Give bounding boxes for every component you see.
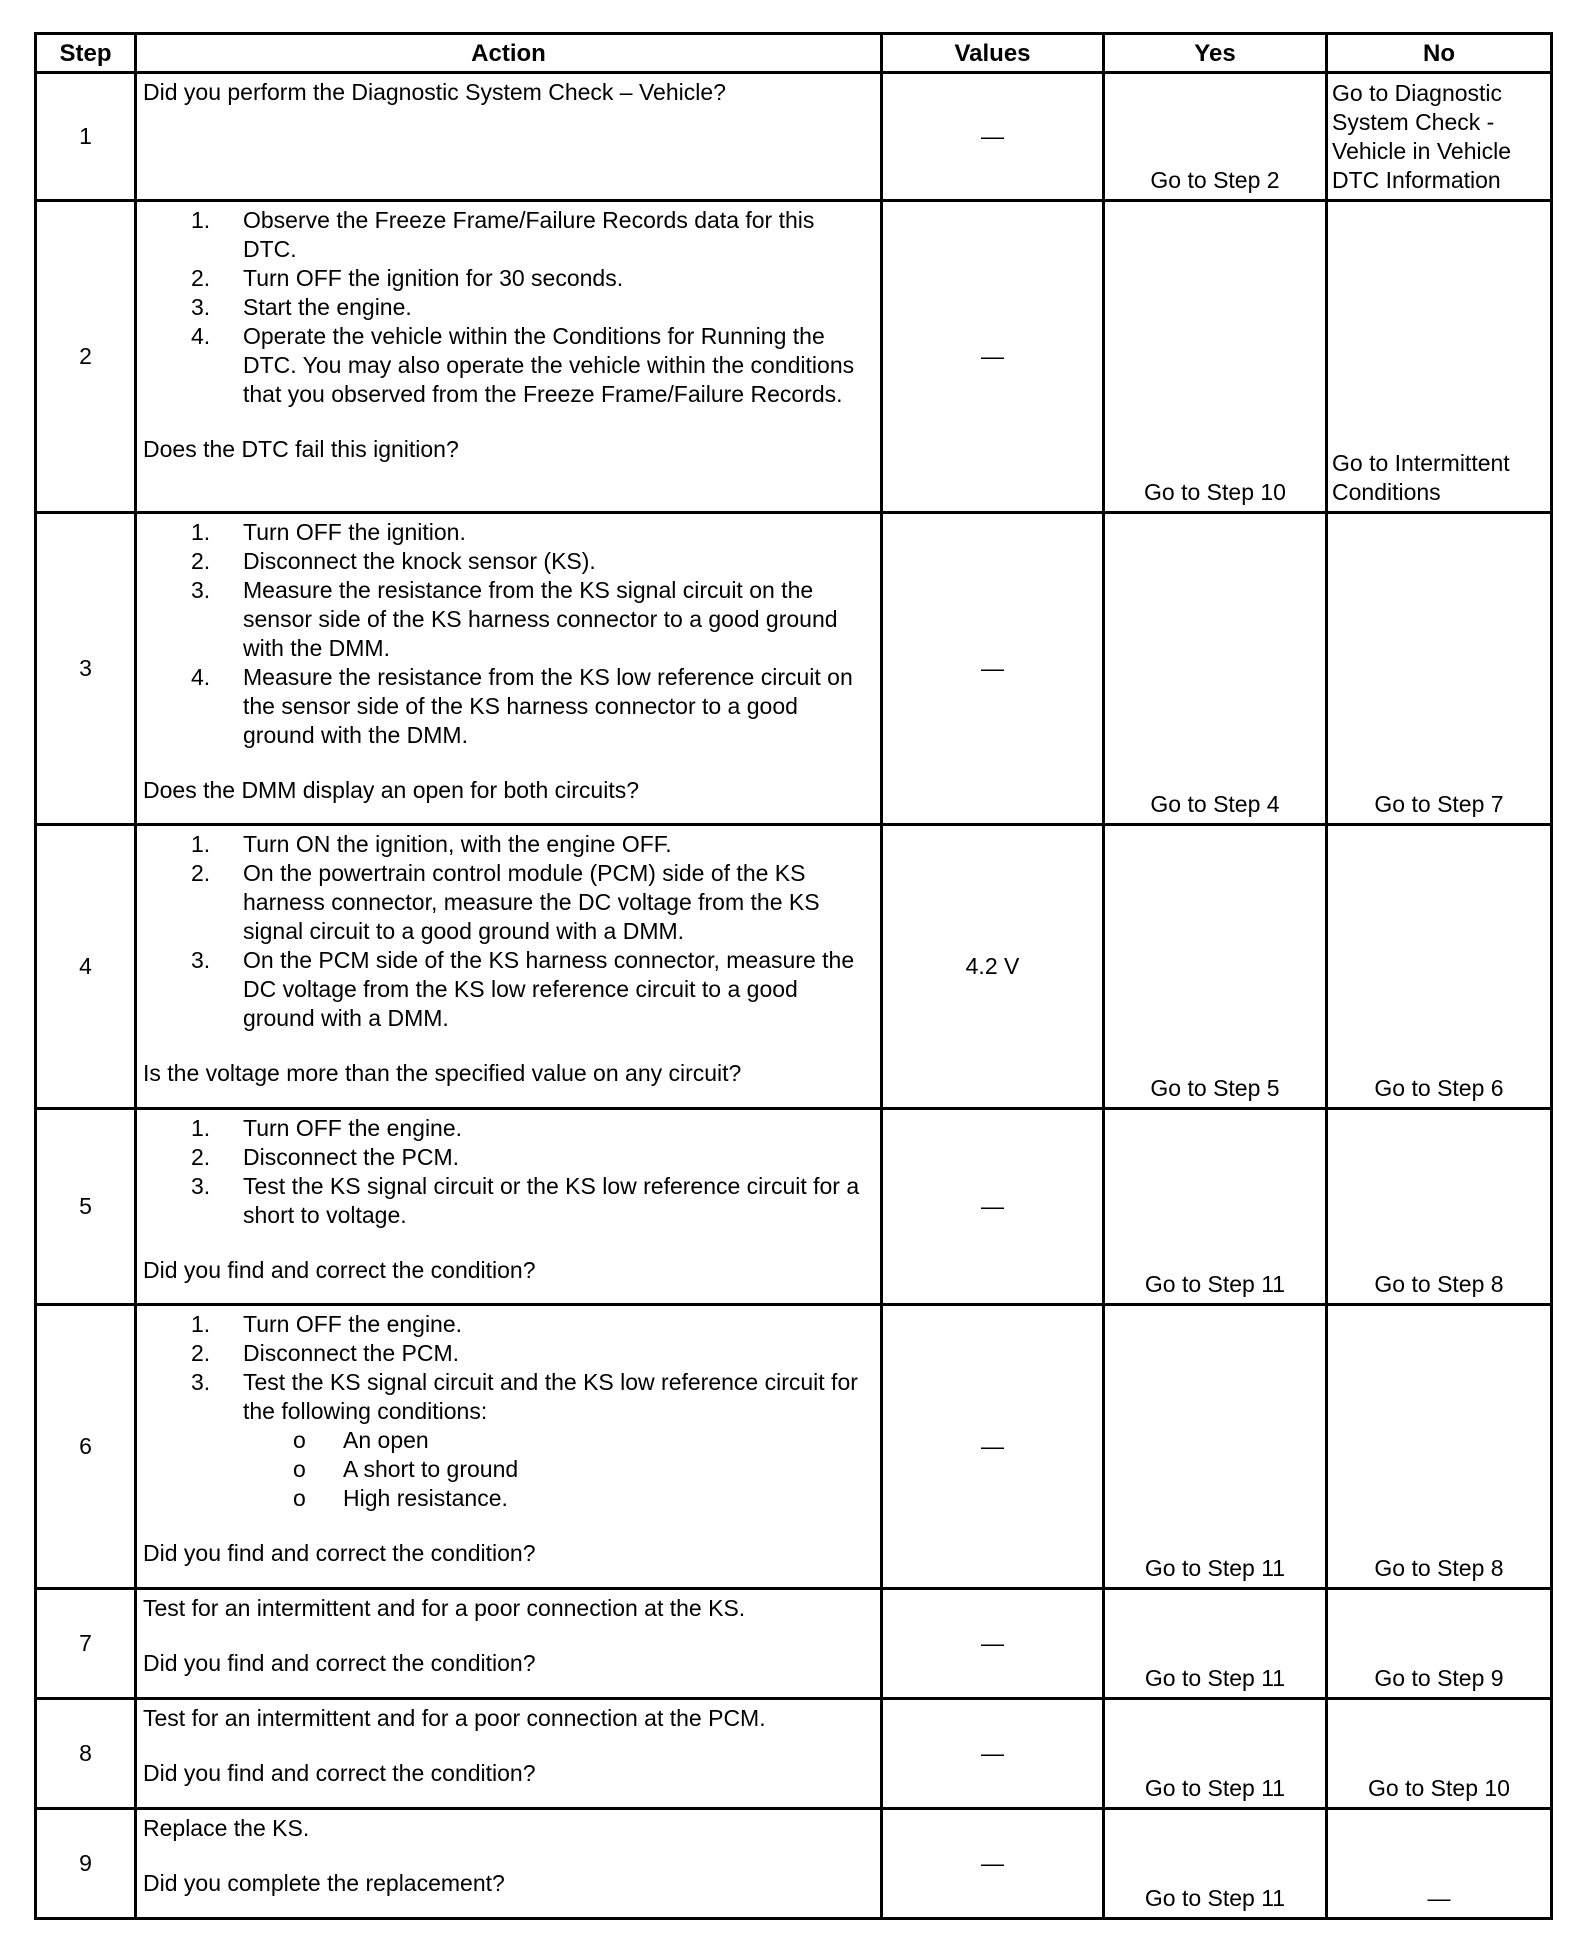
condition-text: High resistance. <box>343 1485 508 1511</box>
step-number: 2 <box>36 201 136 513</box>
action-question: Did you complete the replacement? <box>143 1870 505 1896</box>
value-cell: 4.2 V <box>882 825 1104 1109</box>
table-row <box>36 513 1552 825</box>
value-cell: — <box>882 513 1104 825</box>
action-question: Did you find and correct the condition? <box>143 1257 536 1283</box>
action-intro: Test for an intermittent and for a poor connection at the PCM. <box>143 1705 766 1731</box>
action-cell <box>136 1809 882 1919</box>
action-step <box>191 264 874 293</box>
no-cell: Go to Diagnostic System Check - Vehicle in Vehicle DTC Information <box>1327 73 1552 201</box>
step-text: Disconnect the PCM. <box>243 1340 460 1366</box>
step-number: 1 <box>36 73 136 201</box>
condition-text: A short to ground <box>343 1456 519 1482</box>
bullet-marker: o <box>293 1485 306 1511</box>
action-cell <box>136 825 882 1109</box>
step-text: Measure the resistance from the KS low reference circuit on the sensor side of the KS harness connector to a good ground with the DMM. <box>243 664 853 748</box>
step-index: 1. <box>191 1311 211 1337</box>
step-text: Disconnect the knock sensor (KS). <box>243 548 596 574</box>
header-row <box>36 34 1552 73</box>
step-index: 3. <box>191 1369 211 1395</box>
step-text: Operate the vehicle within the Conditions for Running the DTC. You may also operate the vehicle within the conditions that you observed from the Freeze Frame/Failure Records. <box>243 323 855 407</box>
yes-cell: Go to Step 5 <box>1104 825 1327 1109</box>
step-text: On the PCM side of the KS harness connector, measure the DC voltage from the KS low reference circuit to a good ground with a DMM. <box>243 947 855 1031</box>
action-question: Does the DTC fail this ignition? <box>143 436 459 462</box>
action-step <box>191 663 874 750</box>
action-step <box>191 293 874 322</box>
diagnostic-table <box>34 32 1553 1920</box>
action-step <box>191 1143 874 1172</box>
table-row <box>36 73 1552 201</box>
step-number: 7 <box>36 1589 136 1699</box>
header-step: Step <box>36 34 136 73</box>
step-text: Measure the resistance from the KS signal circuit on the sensor side of the KS harness connector to a good ground with the DMM. <box>243 577 838 661</box>
step-text: Turn OFF the engine. <box>243 1311 463 1337</box>
value-cell: — <box>882 1809 1104 1919</box>
step-number: 4 <box>36 825 136 1109</box>
action-step <box>191 322 874 409</box>
step-text: Start the engine. <box>243 294 412 320</box>
action-question: Does the DMM display an open for both circuits? <box>143 777 640 803</box>
table-row <box>36 1809 1552 1919</box>
action-step <box>191 830 874 859</box>
table-row <box>36 825 1552 1109</box>
step-text: Turn OFF the ignition for 30 seconds. <box>243 265 624 291</box>
value-cell: — <box>882 201 1104 513</box>
value-cell: — <box>882 1589 1104 1699</box>
step-number: 9 <box>36 1809 136 1919</box>
header-yes: Yes <box>1104 34 1327 73</box>
table-body <box>36 73 1552 1919</box>
action-cell <box>136 1589 882 1699</box>
action-step <box>191 859 874 946</box>
step-number: 8 <box>36 1699 136 1809</box>
value-cell: — <box>882 1305 1104 1589</box>
action-step <box>191 1114 874 1143</box>
no-cell: Go to Step 7 <box>1327 513 1552 825</box>
step-text: On the powertrain control module (PCM) side of the KS harness connector, measure the DC voltage from the KS signal circuit to a good ground with a DMM. <box>243 860 820 944</box>
step-index: 4. <box>191 664 211 690</box>
bullet-marker: o <box>293 1427 306 1453</box>
action-steps <box>143 518 874 750</box>
yes-cell: Go to Step 10 <box>1104 201 1327 513</box>
condition-item <box>293 1484 874 1513</box>
action-step <box>191 1368 874 1426</box>
no-cell: — <box>1327 1809 1552 1919</box>
action-cell <box>136 73 882 201</box>
step-index: 3. <box>191 577 211 603</box>
table-row <box>36 1305 1552 1589</box>
step-index: 4. <box>191 323 211 349</box>
yes-cell: Go to Step 11 <box>1104 1699 1327 1809</box>
step-text: Turn ON the ignition, with the engine OFF. <box>243 831 672 857</box>
step-text: Turn OFF the engine. <box>243 1115 463 1141</box>
yes-cell: Go to Step 4 <box>1104 513 1327 825</box>
step-index: 1. <box>191 519 211 545</box>
condition-item <box>293 1455 874 1484</box>
header-values: Values <box>882 34 1104 73</box>
step-index: 2. <box>191 265 211 291</box>
value-cell: — <box>882 1109 1104 1305</box>
table-row <box>36 1589 1552 1699</box>
action-intro: Test for an intermittent and for a poor connection at the KS. <box>143 1595 746 1621</box>
action-step <box>191 1339 874 1368</box>
step-number: 3 <box>36 513 136 825</box>
action-cell <box>136 513 882 825</box>
yes-cell: Go to Step 11 <box>1104 1589 1327 1699</box>
table-row <box>36 201 1552 513</box>
no-cell: Go to Step 6 <box>1327 825 1552 1109</box>
action-cell <box>136 1109 882 1305</box>
table-row <box>36 1109 1552 1305</box>
action-step <box>191 1172 874 1230</box>
header-action: Action <box>136 34 882 73</box>
step-index: 2. <box>191 860 211 886</box>
step-index: 3. <box>191 947 211 973</box>
step-index: 1. <box>191 831 211 857</box>
action-step <box>191 576 874 663</box>
yes-cell: Go to Step 2 <box>1104 73 1327 201</box>
step-index: 2. <box>191 1144 211 1170</box>
action-step <box>191 946 874 1033</box>
bullet-marker: o <box>293 1456 306 1482</box>
no-cell: Go to Step 8 <box>1327 1305 1552 1589</box>
step-text: Observe the Freeze Frame/Failure Records data for this DTC. <box>243 207 815 262</box>
step-index: 2. <box>191 1340 211 1366</box>
value-cell: — <box>882 1699 1104 1809</box>
action-question: Did you find and correct the condition? <box>143 1650 536 1676</box>
step-text: Disconnect the PCM. <box>243 1144 460 1170</box>
yes-cell: Go to Step 11 <box>1104 1305 1327 1589</box>
action-intro: Did you perform the Diagnostic System Check – Vehicle? <box>143 79 726 105</box>
condition-item <box>293 1426 874 1455</box>
step-index: 3. <box>191 1173 211 1199</box>
step-index: 1. <box>191 1115 211 1141</box>
step-text: Turn OFF the ignition. <box>243 519 466 545</box>
action-question: Did you find and correct the condition? <box>143 1540 536 1566</box>
action-step <box>191 547 874 576</box>
action-steps <box>143 1114 874 1230</box>
action-step <box>191 206 874 264</box>
action-cell <box>136 1699 882 1809</box>
action-step <box>191 1310 874 1339</box>
yes-cell: Go to Step 11 <box>1104 1109 1327 1305</box>
step-number: 6 <box>36 1305 136 1589</box>
step-text: Test the KS signal circuit or the KS low reference circuit for a short to voltage. <box>243 1173 860 1228</box>
action-cell <box>136 1305 882 1589</box>
action-question: Did you find and correct the condition? <box>143 1760 536 1786</box>
yes-cell: Go to Step 11 <box>1104 1809 1327 1919</box>
step-text: Test the KS signal circuit and the KS low reference circuit for the following conditions: <box>243 1369 858 1424</box>
action-steps <box>143 830 874 1033</box>
no-cell: Go to Step 9 <box>1327 1589 1552 1699</box>
step-number: 5 <box>36 1109 136 1305</box>
action-intro: Replace the KS. <box>143 1815 310 1841</box>
action-question: Is the voltage more than the specified value on any circuit? <box>143 1060 742 1086</box>
action-step <box>191 518 874 547</box>
table-row <box>36 1699 1552 1809</box>
step-index: 1. <box>191 207 211 233</box>
no-cell: Go to Step 8 <box>1327 1109 1552 1305</box>
condition-text: An open <box>343 1427 429 1453</box>
action-steps <box>143 1310 874 1426</box>
action-cell <box>136 201 882 513</box>
action-steps <box>143 206 874 409</box>
step-index: 2. <box>191 548 211 574</box>
step-index: 3. <box>191 294 211 320</box>
header-no: No <box>1327 34 1552 73</box>
no-cell: Go to Step 10 <box>1327 1699 1552 1809</box>
value-cell: — <box>882 73 1104 201</box>
condition-list <box>143 1426 874 1513</box>
no-cell: Go to Intermittent Conditions <box>1327 201 1552 513</box>
